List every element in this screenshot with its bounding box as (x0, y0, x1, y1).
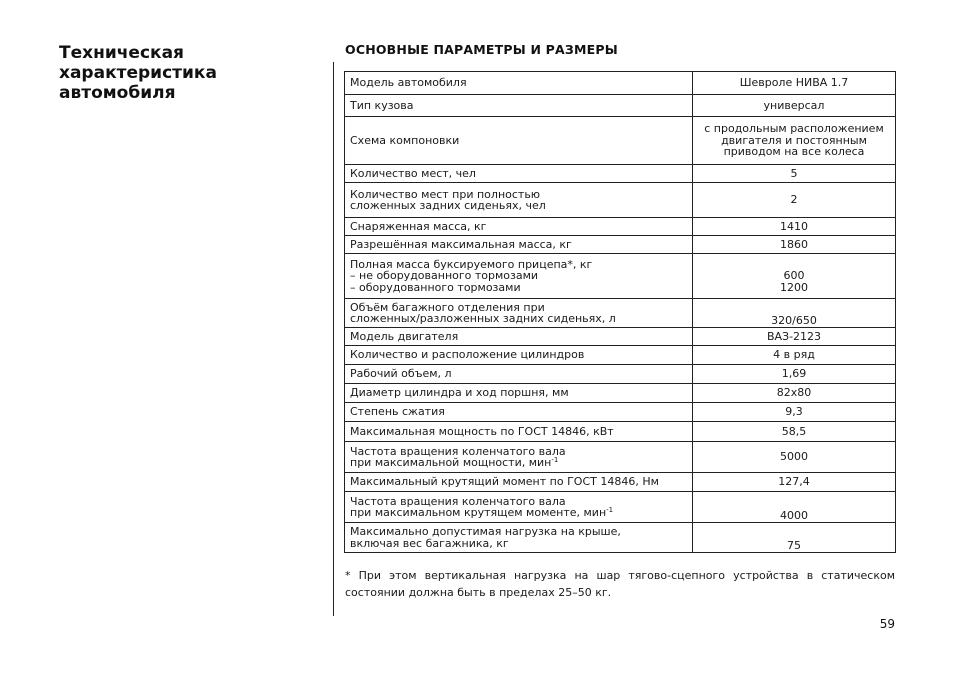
param-text: Количество и расположение цилиндров (350, 348, 585, 362)
value-cell (693, 218, 896, 236)
table-row (345, 218, 896, 236)
value-cell (693, 492, 896, 523)
value-cell (693, 328, 896, 346)
chapter-title-line: характеристика (59, 63, 217, 83)
param-text: Снаряженная масса, кг (350, 219, 487, 233)
value-cell (693, 403, 896, 422)
param-text: Максимальный крутящий момент по ГОСТ 14846, Нм (350, 475, 659, 489)
param-cell (345, 403, 693, 422)
chapter-title (59, 43, 299, 103)
specifications-table (344, 71, 896, 553)
param-text: Разрешённая максимальная масса, кг (350, 237, 572, 251)
param-text: Количество мест, чел (350, 166, 476, 180)
value-text: универсал (763, 98, 825, 112)
param-cell (345, 473, 693, 492)
value-text: 1,69 (781, 367, 807, 381)
param-text: Степень сжатия (350, 405, 445, 419)
value-cell (693, 117, 896, 165)
param-text: Максимальная мощность по ГОСТ 14846, кВт (350, 424, 614, 438)
value-cell (693, 299, 896, 328)
param-text: Частота вращения коленчатого вала (350, 444, 566, 458)
table-row (345, 473, 896, 492)
value-text: 1410 (780, 219, 808, 233)
value-text: 2 (790, 193, 798, 207)
param-text: Полная масса буксируемого прицепа*, кг (350, 257, 593, 271)
param-cell (345, 384, 693, 403)
chapter-title-line: Техническая (59, 43, 184, 63)
value-cell (693, 384, 896, 403)
table-row (345, 72, 896, 95)
param-text: Количество мест при полностью (350, 187, 541, 201)
param-cell (345, 117, 693, 165)
param-text: Рабочий объем, л (350, 367, 452, 381)
value-cell (693, 422, 896, 442)
param-text: Максимально допустимая нагрузка на крыше, (350, 525, 621, 538)
value-cell (693, 346, 896, 365)
column-divider (333, 62, 334, 616)
value-cell (693, 72, 896, 95)
value-text: 600 (783, 269, 805, 282)
chapter-title-line: автомобиля (59, 83, 176, 103)
table-row (345, 95, 896, 117)
value-cell (693, 365, 896, 384)
param-cell (345, 254, 693, 299)
value-cell (693, 236, 896, 254)
param-text-part: при максимальной мощности, мин (350, 456, 552, 469)
param-text: сложенных/разложенных задних сиденьях, л (350, 312, 616, 325)
table-row (345, 236, 896, 254)
table-row (345, 365, 896, 384)
param-cell (345, 422, 693, 442)
value-text: 4000 (780, 508, 808, 522)
param-cell (345, 492, 693, 523)
value-text: приводом на все колеса (723, 145, 865, 159)
value-text: 4 в ряд (773, 348, 815, 362)
value-text: 5 (790, 166, 798, 180)
param-text: Модель двигателя (350, 329, 459, 343)
value-text: 127,4 (778, 475, 810, 489)
value-cell (693, 473, 896, 492)
unit-superscript: -1 (606, 506, 614, 514)
value-text: с продольным расположением (704, 122, 884, 136)
param-cell (345, 183, 693, 218)
value-text: 9,3 (785, 405, 803, 419)
table-row (345, 183, 896, 218)
value-cell (693, 95, 896, 117)
table-row (345, 117, 896, 165)
param-text: сложенных задних сиденьях, чел (350, 199, 546, 212)
param-cell (345, 346, 693, 365)
value-text: Шевроле НИВА 1.7 (739, 76, 849, 90)
param-text (350, 507, 687, 519)
param-text: – не оборудованного тормозами (350, 269, 539, 283)
value-text: двигателя и постоянным (721, 133, 867, 147)
table-row (345, 299, 896, 328)
param-cell (345, 365, 693, 384)
param-cell (345, 523, 693, 553)
value-text: 1200 (780, 280, 808, 294)
table-row (345, 492, 896, 523)
param-text: Частота вращения коленчатого вала (350, 494, 566, 508)
param-cell (345, 442, 693, 473)
param-cell (345, 165, 693, 183)
table-row (345, 328, 896, 346)
param-cell (345, 95, 693, 117)
param-text: Объём багажного отделения при (350, 300, 545, 314)
table-row (345, 254, 896, 299)
table-row (345, 523, 896, 553)
value-text: 75 (787, 538, 801, 552)
value-text: 82х80 (776, 386, 812, 400)
param-text: Схема компоновки (350, 133, 460, 147)
param-cell (345, 328, 693, 346)
value-text: 58,5 (781, 424, 807, 438)
param-cell (345, 236, 693, 254)
table-row (345, 346, 896, 365)
param-text: Модель автомобиля (350, 76, 467, 90)
param-cell (345, 299, 693, 328)
value-cell (693, 165, 896, 183)
value-cell (693, 183, 896, 218)
table-row (345, 165, 896, 183)
param-cell (345, 72, 693, 95)
value-cell (693, 523, 896, 553)
param-text: включая вес багажника, кг (350, 536, 509, 550)
param-cell (345, 218, 693, 236)
value-cell (693, 442, 896, 473)
param-text: Диаметр цилиндра и ход поршня, мм (350, 386, 569, 400)
section-title: ОСНОВНЫЕ ПАРАМЕТРЫ И РАЗМЕРЫ (345, 42, 618, 57)
param-text-part: при максимальном крутящем моменте, мин (350, 506, 607, 519)
page-number: 59 (879, 617, 895, 631)
value-cell (693, 254, 896, 299)
value-text: ВАЗ-2123 (766, 329, 822, 343)
param-text (350, 457, 687, 469)
unit-superscript: -1 (551, 456, 559, 464)
table-row (345, 384, 896, 403)
table-row (345, 442, 896, 473)
table-row (345, 422, 896, 442)
value-text: 1860 (780, 237, 808, 251)
value-text: 5000 (780, 450, 808, 464)
footnote: * При этом вертикальная нагрузка на шар тягово-сцепного устройства в статическом состоянии должна быть в пределах 25–50 кг. (345, 569, 895, 599)
value-text: 320/650 (771, 313, 817, 327)
table-row (345, 403, 896, 422)
param-text: Тип кузова (350, 98, 414, 112)
param-text: – оборудованного тормозами (350, 280, 521, 294)
